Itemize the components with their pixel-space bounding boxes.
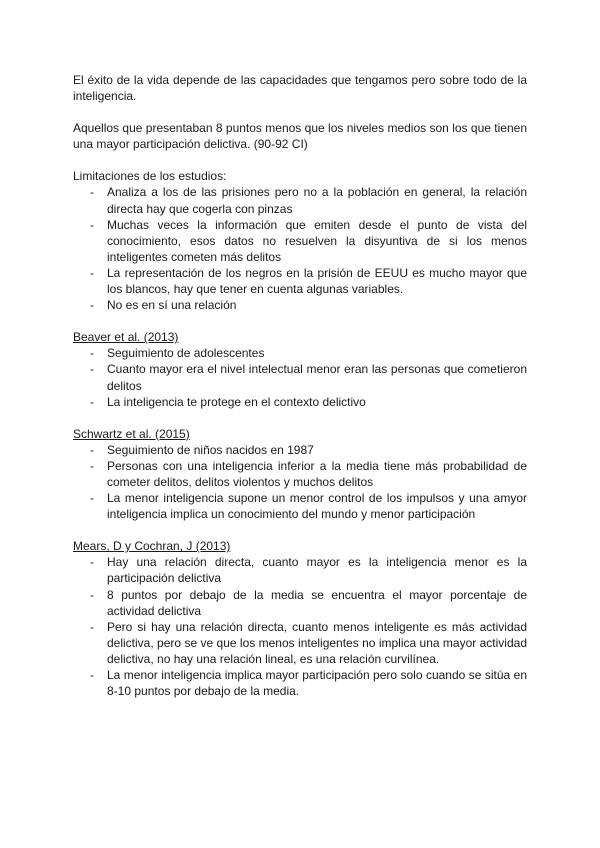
list-item: - Analiza a los de las prisiones pero no a la población en general, la relación directa hay que cogerla con pinzas (90, 185, 527, 216)
schwartz-list (73, 442, 527, 522)
section-heading-schwartz: Schwartz et al. (2015) (73, 426, 190, 441)
dash-bullet: - (90, 555, 94, 570)
list-item: - 8 puntos por debajo de la media se encuentra el mayor porcentaje de actividad delictiva (90, 587, 527, 618)
list-item: - La representación de los negros en la prisión de EEUU es mucho mayor que los blancos, hay que tener en cuenta algunas variables. (90, 265, 527, 297)
intro-paragraph-1: El éxito de la vida depende de las capacidades que tengamos pero sobre todo de la inteligencia. (73, 73, 527, 104)
document-page (73, 72, 527, 699)
dash-bullet: - (90, 442, 94, 457)
dash-bullet: - (90, 217, 94, 232)
list-item: - Personas con una inteligencia inferior a la media tiene más probabilidad de cometer delitos, delitos violentos y muchos delitos (90, 458, 527, 489)
list-item: - Hay una relación directa, cuanto mayor es la inteligencia menor es la participación delictiva (90, 555, 527, 586)
list-item: - La inteligencia te protege en el contexto delictivo (90, 394, 366, 409)
dash-bullet: - (90, 491, 94, 506)
dash-bullet: - (90, 298, 94, 313)
list-item: - Cuanto mayor era el nivel intelectual menor eran las personas que cometieron delitos (90, 362, 527, 393)
dash-bullet: - (90, 362, 94, 377)
list-item: - Pero si hay una relación directa, cuanto menos inteligente es más actividad delictiva, pero se ve que los menos inteligentes no implica una mayor actividad delictiva, no hay una relación lineal, es una relación curvilínea. (90, 619, 527, 666)
beaver-list (73, 345, 527, 409)
dash-bullet: - (90, 587, 94, 602)
list-item: - La menor inteligencia implica mayor participación pero solo cuando se sitúa en 8-10 puntos por debajo de la media. (90, 668, 527, 699)
list-item: - Seguimiento de adolescentes (90, 346, 265, 361)
dash-bullet: - (90, 458, 94, 473)
list-item: - Seguimiento de niños nacidos en 1987 (90, 442, 314, 457)
list-item: - La menor inteligencia supone un menor control de los impulsos y una amyor inteligencia implica un conocimiento del mundo y menor participación (90, 491, 527, 522)
dash-bullet: - (90, 619, 94, 634)
intro-paragraph-2: Aquellos que presentaban 8 puntos menos que los niveles medios son los que tienen una mayor participación delictiva. (90-92 CI) (73, 121, 527, 152)
dash-bullet: - (90, 265, 94, 280)
dash-bullet: - (90, 394, 94, 409)
mears-list (73, 554, 527, 699)
dash-bullet: - (90, 346, 94, 361)
list-item: - No es en sí una relación (90, 298, 237, 313)
section-heading-mears: Mears, D y Cochran, J (2013) (73, 539, 231, 554)
section-heading-beaver: Beaver et al. (2013) (73, 330, 179, 345)
limitations-label: Limitaciones de los estudios: (73, 169, 227, 184)
dash-bullet: - (90, 185, 94, 200)
dash-bullet: - (90, 668, 94, 682)
list-item: - Muchas veces la información que emiten desde el punto de vista del conocimiento, esos datos no resuelven la disyuntiva de si los menos inteligentes cometen más delitos (90, 217, 527, 264)
limitations-list (73, 184, 527, 313)
